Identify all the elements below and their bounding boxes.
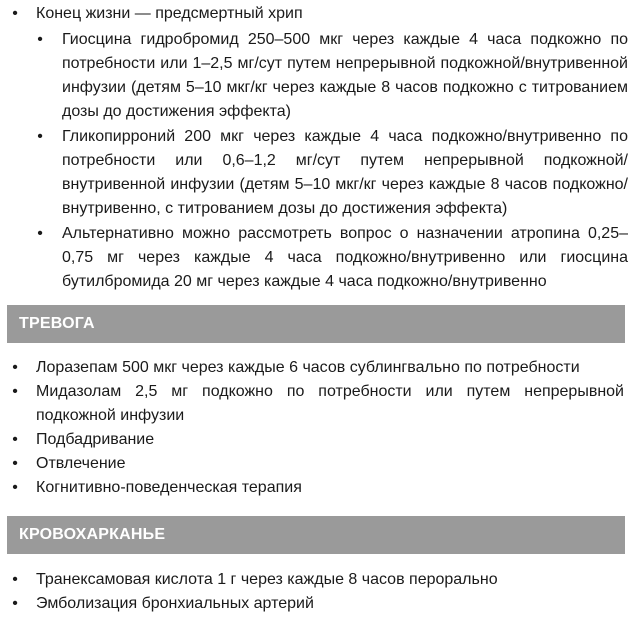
sub-list-item [0, 222, 628, 294]
list-item-text: Мидазолам 2,5 мг подкожно по потребности или путем непрерывной подкожной инфузии [36, 383, 624, 424]
list-item [0, 592, 624, 616]
sub-list [36, 28, 628, 294]
sub-list-item-text: Гликопирроний 200 мкг через каждые 4 часа подкожно/внутривенно по потребности или 0,6–1,2 мг/сут путем непрерывной подкожной/внутривенной инфузии (детям 5–10 мкг/кг через каждые 8 часов подкожно/внутривенно, с титрованием дозы до достижения эффекта) [62, 128, 628, 217]
list-item-text: Конец жизни — предсмертный хрип [36, 5, 303, 22]
list-item-text: Транексамовая кислота 1 г через каждые 8 часов перорально [36, 571, 498, 588]
list-item-end-of-life [0, 2, 628, 294]
bullet: • [12, 479, 18, 496]
list-item-text: Отвлечение [36, 455, 126, 472]
list-item [0, 380, 624, 428]
bullet: • [12, 571, 18, 588]
bullet: • [37, 128, 43, 145]
list-item-text: Подбадривание [36, 431, 155, 448]
bullet: • [12, 359, 18, 376]
section-header-hemoptysis: КРОВОХАРКАНЬЕ [7, 516, 625, 554]
bullet: • [12, 383, 18, 400]
section-header-anxiety: ТРЕВОГА [7, 305, 625, 343]
list-item [0, 452, 624, 476]
bullet: • [12, 595, 18, 612]
list-item [0, 476, 624, 500]
list-item [0, 356, 624, 380]
end-of-life-list [0, 2, 628, 294]
list-item [0, 568, 624, 592]
sub-list-item [0, 28, 628, 124]
list-item-text: Лоразепам 500 мкг через каждые 6 часов сублингвально по потребности [36, 359, 580, 376]
sub-list-item [0, 125, 628, 221]
anxiety-list [0, 356, 624, 500]
bullet: • [37, 31, 43, 48]
bullet: • [12, 455, 18, 472]
bullet: • [37, 225, 43, 242]
sub-list-item-text: Гиосцина гидробромид 250–500 мкг через каждые 4 часа подкожно по потребности или 1–2,5 мг/сут путем непрерывной подкожной/внутривенной инфузии (детям 5–10 мкг/кг через каждые 8 часов подкожно с титрованием дозы до достижения эффекта) [62, 31, 628, 120]
sub-list-item-text: Альтернативно можно рассмотреть вопрос о назначении атропина 0,25–0,75 мг через каждые 4 часа подкожно/внутривенно или гиосцина бутилбромида 20 мг через каждые 4 часа подкожно/внутривенно [62, 225, 628, 290]
bullet: • [12, 5, 18, 22]
list-item [0, 428, 624, 452]
list-item-text: Когнитивно-поведенческая терапия [36, 479, 302, 496]
bullet: • [12, 431, 18, 448]
hemoptysis-list [0, 568, 624, 616]
list-item-text: Эмболизация бронхиальных артерий [36, 595, 314, 612]
